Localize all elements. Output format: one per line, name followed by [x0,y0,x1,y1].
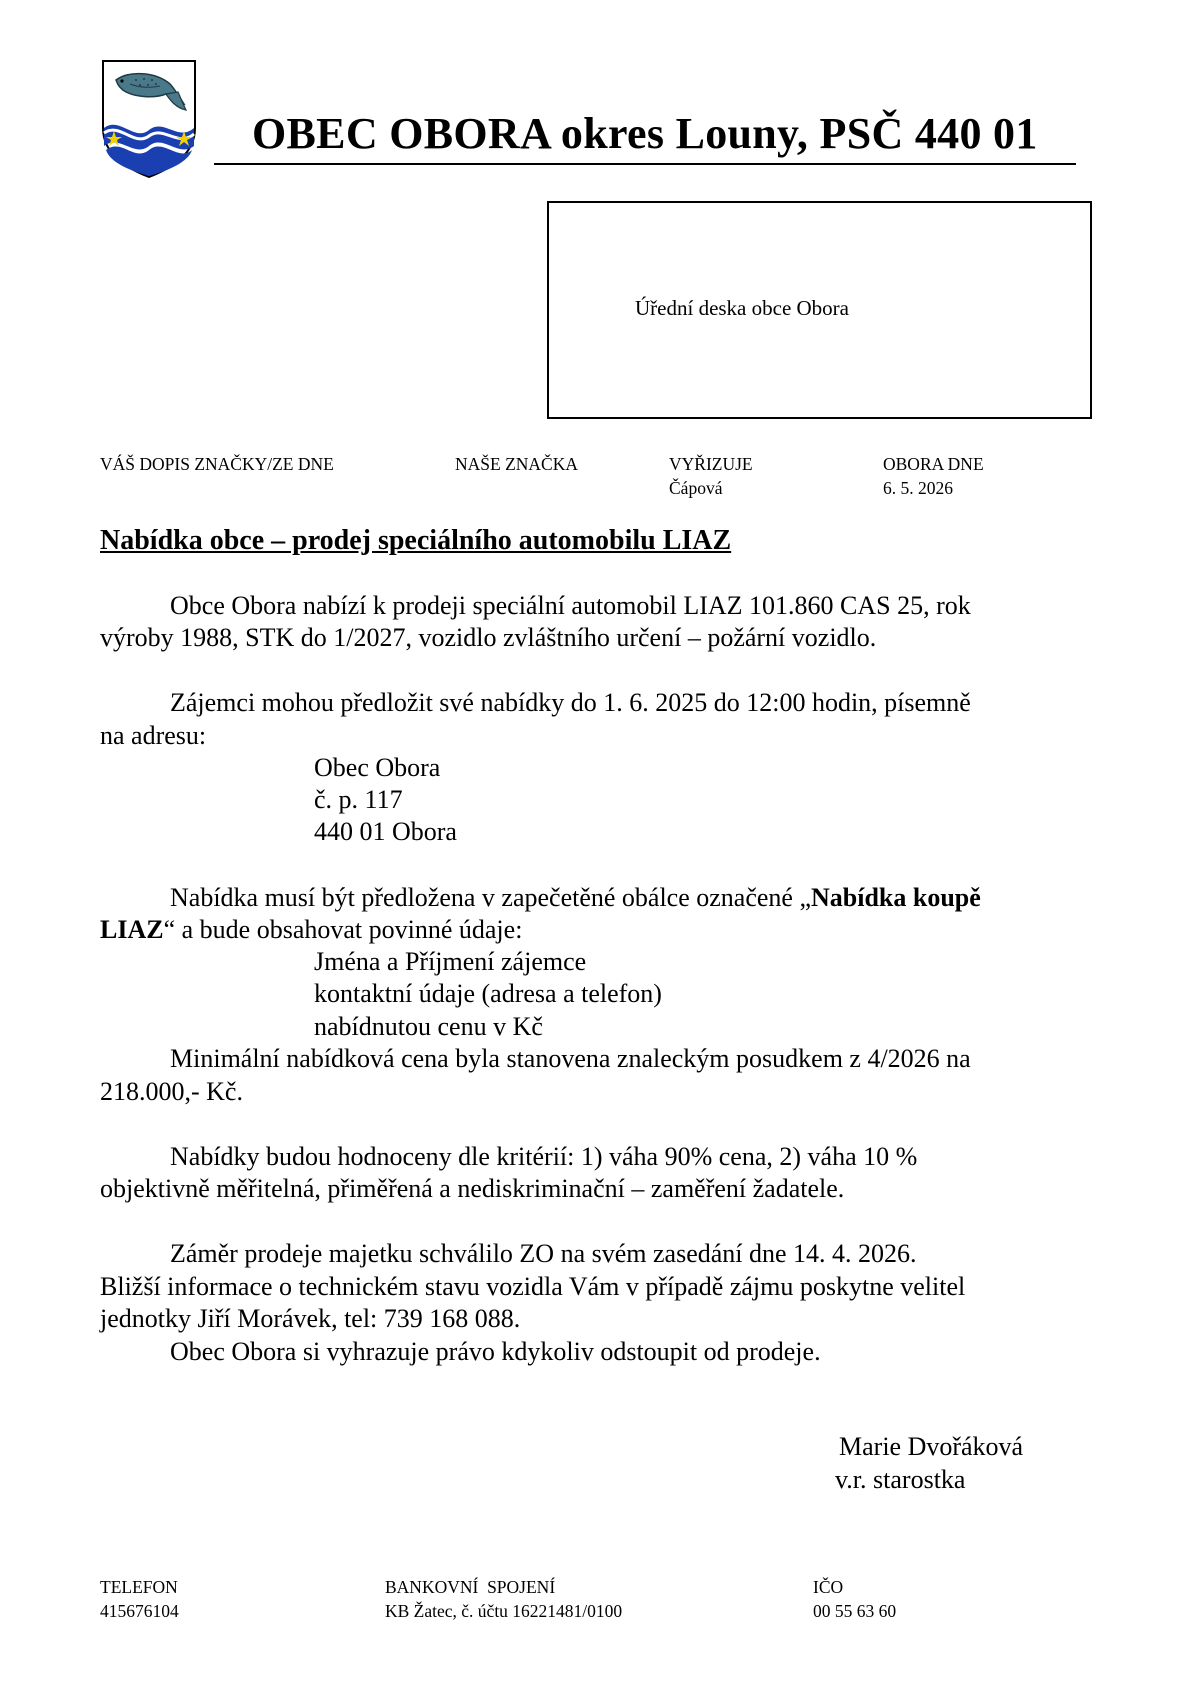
date-label: OBORA DNE [883,454,984,474]
handled-by-value: Čápová [669,478,723,498]
requirement-item: Jména a Příjmení zájemce [314,947,587,976]
meta-your-letter [100,452,334,476]
paragraph-line: jednotky Jiří Morávek, tel: 739 168 088. [100,1304,521,1333]
paragraph-line: Záměr prodeje majetku schválilo ZO na svém zasedání dne 14. 4. 2026. [170,1239,917,1268]
meta-handled-by [669,452,753,500]
meta-date [883,452,984,500]
paragraph-line: Zájemci mohou předložit své nabídky do 1. 6. 2025 do 12:00 hodin, písemně [170,688,971,717]
signature-role: v.r. starostka [835,1465,966,1494]
paragraph-line: Minimální nabídková cena byla stanovena znaleckým posudkem z 4/2026 na [170,1044,971,1073]
footer-phone [100,1575,179,1623]
phone-value: 415676104 [100,1601,179,1621]
requirement-item: kontaktní údaje (adresa a telefon) [314,979,662,1008]
paragraph-line: Obec Obora si vyhrazuje právo kdykoliv odstoupit od prodeje. [170,1337,821,1366]
paragraph-text: “ a bude obsahovat povinné údaje: [163,915,523,944]
paragraph-bold: Nabídka koupě [811,883,981,912]
signature-name: Marie Dvořáková [839,1432,1024,1461]
coat-of-arms-icon [100,58,198,180]
bank-label: BANKOVNÍ SPOJENÍ [385,1577,556,1597]
paragraph-line: na adresu: [100,721,207,750]
phone-label: TELEFON [100,1577,178,1597]
subject-heading: Nabídka obce – prodej speciálního automobilu LIAZ [100,525,732,556]
meta-our-ref [455,452,578,476]
notice-board-text: Úřední deska obce Obora [635,296,849,320]
address-line: 440 01 Obora [314,817,457,846]
paragraph-line: Obce Obora nabízí k prodeji speciální automobil LIAZ 101.860 CAS 25, rok [170,591,971,620]
paragraph-text: Nabídka musí být předložena v zapečetěné obálce označené „ [170,883,811,912]
paragraph-line: 218.000,- Kč. [100,1077,243,1106]
footer-bank [385,1575,622,1623]
requirement-item: nabídnutou cenu v Kč [314,1012,543,1041]
paragraph-bold: LIAZ [100,915,164,944]
footer-ico [813,1575,896,1623]
paragraph-line: Nabídky budou hodnoceny dle kritérií: 1) váha 90% cena, 2) váha 10 % [170,1142,918,1171]
paragraph-line [100,914,522,947]
paragraph-line: výroby 1988, STK do 1/2027, vozidlo zvláštního určení – požární vozidlo. [100,623,877,652]
address-line: Obec Obora [314,753,441,782]
title-underline [214,163,1076,165]
handled-by-label: VYŘIZUJE [669,454,753,474]
paragraph-line [170,882,981,915]
paragraph-line: Bližší informace o technickém stavu vozidla Vám v případě zájmu poskytne velitel [100,1272,966,1301]
page-title: OBEC OBORA okres Louny, PSČ 440 01 [252,109,1038,158]
our-ref-label: NAŠE ZNAČKA [455,454,578,474]
bank-value: KB Žatec, č. účtu 16221481/0100 [385,1601,623,1621]
date-value: 6. 5. 2026 [883,478,953,498]
your-letter-label: VÁŠ DOPIS ZNAČKY/ZE DNE [100,454,334,474]
ico-label: IČO [813,1577,844,1597]
paragraph-line: objektivně měřitelná, přiměřená a nediskriminační – zaměření žadatele. [100,1174,845,1203]
ico-value: 00 55 63 60 [813,1601,897,1621]
address-line: č. p. 117 [314,785,403,814]
